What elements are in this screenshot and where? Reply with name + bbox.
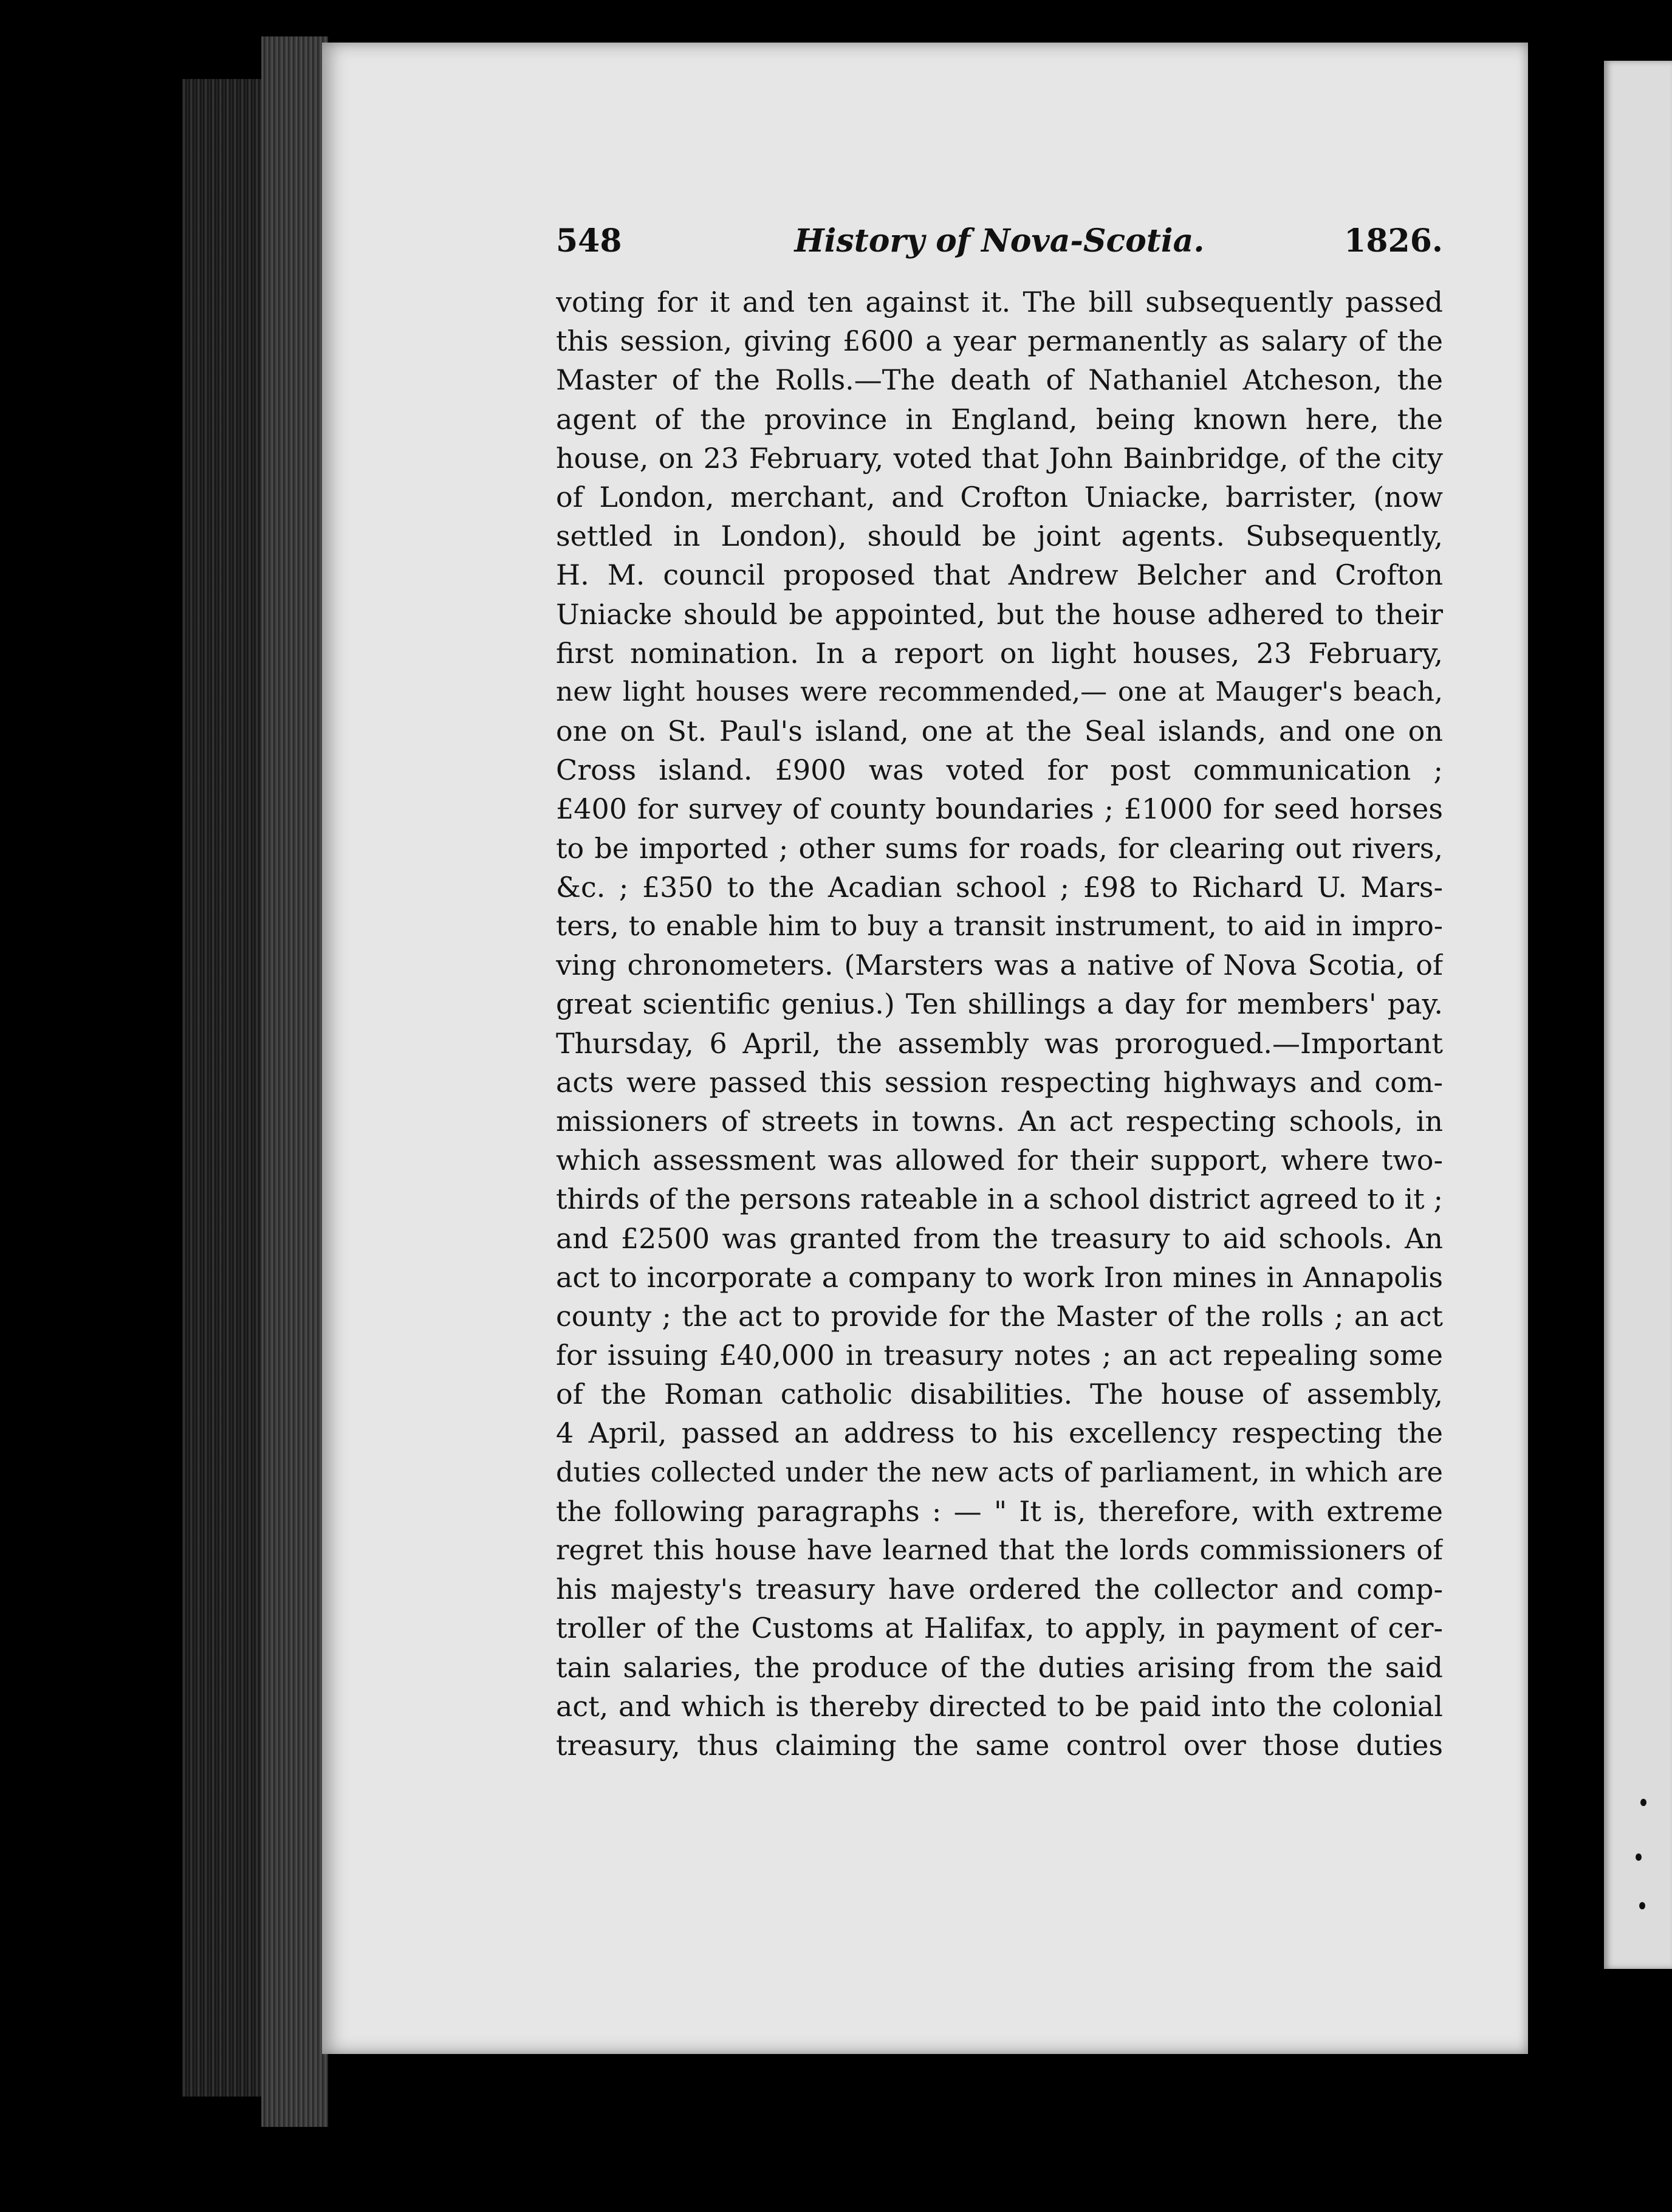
text-line: for issuing £40,000 in treasury notes ; an act repealing some xyxy=(556,1339,1443,1372)
text-line: of London, merchant, and Crofton Uniacke, barrister, (now xyxy=(556,480,1443,514)
text-line: H. M. council proposed that Andrew Belcher and Crofton xyxy=(556,558,1443,592)
text-line: act to incorporate a company to work Iron mines in Annapolis xyxy=(556,1260,1443,1294)
text-line: of the Roman catholic disabilities. The house of assembly, xyxy=(556,1378,1443,1411)
adjacent-page-mark xyxy=(1640,1799,1646,1806)
text-line: his majesty's treasury have ordered the collector and comp- xyxy=(556,1573,1443,1606)
text-line: agent of the province in England, being known here, the xyxy=(556,402,1443,436)
text-line: and £2500 was granted from the treasury to aid schools. An xyxy=(556,1221,1443,1255)
text-line: to be imported ; other sums for roads, for clearing out rivers, xyxy=(556,831,1443,865)
header-year: 1826. xyxy=(1344,222,1443,259)
adjacent-page-mark xyxy=(1636,1853,1642,1861)
text-line: acts were passed this session respecting highways and com- xyxy=(556,1065,1443,1099)
text-line: treasury, thus claiming the same control over those duties xyxy=(556,1728,1443,1762)
text-line: Uniacke should be appointed, but the house adhered to their xyxy=(556,597,1443,631)
text-line: act, and which is thereby directed to be paid into the colonial xyxy=(556,1689,1443,1723)
text-line: new light houses were recommended,— one at Mauger's beach, xyxy=(556,676,1443,707)
body-paragraph xyxy=(556,283,1443,1765)
text-line: £400 for survey of county boundaries ; £1000 for seed horses xyxy=(556,792,1443,826)
page-number: 548 xyxy=(556,222,622,259)
text-line: regret this house have learned that the lords commissioners of xyxy=(556,1534,1443,1566)
text-line: ving chronometers. (Marsters was a native of Nova Scotia, of xyxy=(556,949,1443,982)
text-line: duties collected under the new acts of parliament, in which are xyxy=(556,1455,1443,1488)
text-line: settled in London), should be joint agents. Subsequently, xyxy=(556,520,1443,553)
text-line: Thursday, 6 April, the assembly was prorogued.—Important xyxy=(556,1026,1443,1060)
text-line: great scientific genius.) Ten shillings a day for members' pay. xyxy=(556,987,1443,1021)
adjacent-page-strip xyxy=(1604,61,1672,1969)
text-line: this session, giving £600 a year permanently as salary of the xyxy=(556,325,1443,358)
text-line: thirds of the persons rateable in a school district agreed to it ; xyxy=(556,1183,1443,1216)
text-line: tain salaries, the produce of the duties arising from the said xyxy=(556,1650,1443,1684)
text-line: Master of the Rolls.—The death of Nathaniel Atcheson, the xyxy=(556,363,1443,397)
running-header xyxy=(556,219,1443,267)
text-line: &c. ; £350 to the Acadian school ; £98 to Richard U. Mars- xyxy=(556,870,1443,904)
text-line: 4 April, passed an address to his excellency respecting the xyxy=(556,1417,1443,1450)
text-line: troller of the Customs at Halifax, to apply, in payment of cer- xyxy=(556,1612,1443,1645)
text-line: house, on 23 February, voted that John Bainbridge, of the city xyxy=(556,441,1443,475)
text-line: first nomination. In a report on light houses, 23 February, xyxy=(556,636,1443,670)
text-line: county ; the act to provide for the Master of the rolls ; an act xyxy=(556,1299,1443,1333)
text-line: Cross island. £900 was voted for post communication ; xyxy=(556,754,1443,787)
text-line: which assessment was allowed for their support, where two- xyxy=(556,1144,1443,1177)
book-page-edges xyxy=(261,36,328,2127)
book-title: History of Nova-Scotia. xyxy=(794,222,1205,259)
text-line: the following paragraphs : — " It is, therefore, with extreme xyxy=(556,1494,1443,1528)
text-line: ters, to enable him to buy a transit instrument, to aid in impro- xyxy=(556,910,1443,942)
text-line: one on St. Paul's island, one at the Seal islands, and one on xyxy=(556,715,1443,748)
text-line: missioners of streets in towns. An act respecting schools, in xyxy=(556,1104,1443,1138)
text-line: voting for it and ten against it. The bill subsequently passed xyxy=(556,286,1443,318)
adjacent-page-mark xyxy=(1639,1902,1645,1909)
